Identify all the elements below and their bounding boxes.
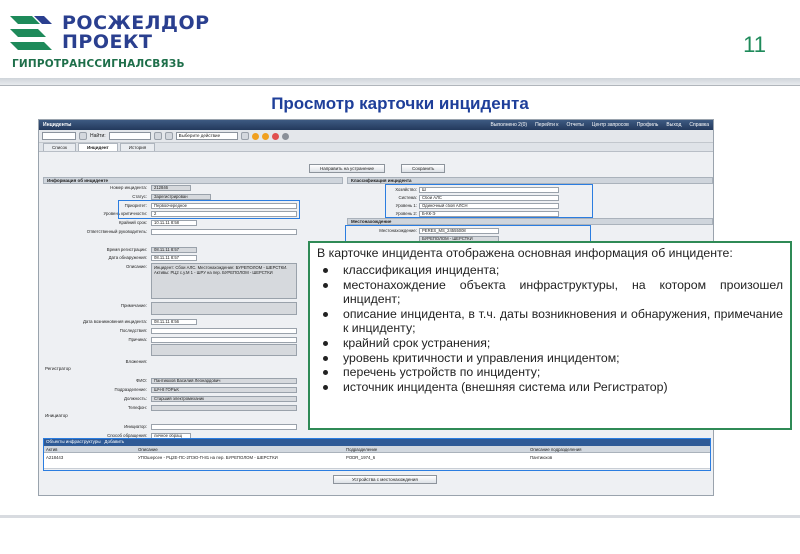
action-select[interactable]: Выберите действие	[176, 132, 238, 140]
next-icon[interactable]	[262, 133, 269, 140]
status-label: Статус:	[132, 194, 147, 199]
economy-label: Хозяйство:	[395, 187, 417, 192]
description-label: Описание:	[126, 264, 147, 269]
save-button[interactable]: Сохранить	[401, 164, 445, 173]
action-buttons	[309, 164, 445, 173]
list-item-text: описание инцидента, в т.ч. даты возникновения и обнаружения, примечание к инциденту;	[343, 306, 783, 336]
location-header: Местонахождение	[347, 218, 713, 225]
top-link-done[interactable]: Выполнено 2(0)	[490, 122, 528, 128]
reg-time-label: Время регистрации:	[106, 247, 147, 252]
registrar-section-label: Регистратор	[45, 366, 71, 371]
list-item-text: крайний срок устранения;	[343, 335, 491, 350]
highlight-classification	[385, 184, 593, 218]
bullet-icon	[323, 312, 328, 317]
list-item-text: перечень устройств по инциденту;	[343, 365, 541, 380]
bullet-icon	[323, 341, 328, 346]
list-item	[317, 336, 783, 351]
note-label: Примечание:	[120, 303, 147, 308]
header-divider-line	[0, 85, 800, 86]
criticality-select[interactable]: 2	[151, 211, 297, 217]
method-select[interactable]: личное обращ	[151, 433, 191, 439]
print-icon[interactable]	[165, 132, 173, 140]
logo-line-1: РОСЖЕЛДОР	[62, 12, 210, 34]
method-label: Способ обращения:	[107, 433, 147, 438]
description-field[interactable]: Инцидент: Сбои АЛС. Местонахождение: БУРЕПОЛОМ - ШЕРСТКИ. Активы: РЦ2 с.у.М 1 - ШРУ на пер. БУРЕПОЛОМ - ШЕРСТКИ	[151, 263, 297, 299]
location-code-field[interactable]: PERES_MS_24555008	[419, 228, 499, 234]
search-icon[interactable]	[154, 132, 162, 140]
bullet-icon	[323, 268, 328, 273]
tab-incident[interactable]: Инцидент	[78, 143, 118, 151]
classification-header: Классификация инцидента	[347, 177, 713, 184]
app-window-title: Инциденты	[43, 122, 72, 128]
cause-field[interactable]	[151, 337, 297, 343]
level2-label: Уровень 2:	[395, 211, 417, 216]
registrar-name-label: ФИО:	[136, 378, 147, 383]
logo-name	[62, 14, 210, 52]
level2-select[interactable]: Б-КК-Э	[419, 211, 559, 217]
cause-area[interactable]	[151, 344, 297, 356]
filter-icon[interactable]	[282, 133, 289, 140]
footer-divider	[0, 515, 800, 518]
logo-arrows-icon	[10, 12, 54, 54]
assets-grid-title: Объекты инфраструктуры	[46, 439, 101, 444]
top-link-reports[interactable]: Отчеты	[566, 122, 584, 128]
bullet-icon	[323, 370, 328, 375]
highlight-assets	[43, 438, 711, 471]
registrar-division-label: Подразделение:	[114, 387, 147, 392]
initiator-section-label: Инициатор	[45, 413, 68, 418]
number-field: 212846	[151, 185, 191, 191]
callout-intro: В карточке инцидента отображена основная информация об инциденте:	[317, 246, 733, 260]
bullet-icon	[323, 356, 328, 361]
occur-date-field[interactable]: 08.11.11 8:56	[151, 319, 197, 325]
attachments-label: Вложения:	[125, 359, 147, 364]
status-field: Зарегистрирован	[151, 194, 211, 200]
description-cell: УПОшерсен - РЦ2Е-ПС-2ПЭО-П-81 на пер. БУРЕПОЛОМ - ШЕРСТКИ	[138, 455, 278, 460]
list-item-text: местонахождение объекта инфраструктуры, на котором произошел инцидент;	[343, 277, 783, 307]
app-toolbar	[39, 130, 713, 143]
registrar-phone-field	[151, 405, 297, 411]
priority-label: Приоритет:	[124, 203, 147, 208]
nav-icon[interactable]	[79, 132, 87, 140]
reg-time-field: 08.11.11 8:57	[151, 247, 197, 253]
list-item-text: источник инцидента (внешняя система или Регистратор)	[343, 379, 668, 394]
app-titlebar	[39, 120, 713, 130]
consequences-label: Последствия:	[119, 328, 147, 333]
go-icon[interactable]	[241, 132, 249, 140]
prev-icon[interactable]	[252, 133, 259, 140]
logo-line-2: ПРОЕКТ	[62, 31, 153, 53]
division-desc-cell: Пантиюхов	[530, 455, 553, 460]
top-link-logout[interactable]: Выход	[666, 122, 682, 128]
list-item	[317, 278, 783, 307]
slide-number: 11	[743, 32, 766, 57]
bullet-icon	[323, 385, 328, 390]
top-link-profile[interactable]: Профиль	[636, 122, 659, 128]
col-division[interactable]: Подразделение	[346, 447, 378, 452]
list-item	[317, 263, 783, 278]
responsible-label: Ответственный руководитель:	[86, 229, 147, 234]
send-to-fix-button[interactable]: Направить на устранение	[309, 164, 385, 173]
asset-cell: A218443	[46, 455, 64, 460]
registrar-division-field: ШЧ-8 ГОРЬК	[151, 387, 297, 393]
system-label: Система:	[398, 195, 417, 200]
find-label: Найти:	[90, 133, 106, 139]
registrar-position-label: Должность:	[124, 396, 147, 401]
list-item	[317, 365, 783, 380]
tab-history[interactable]: История	[120, 143, 155, 151]
economy-select[interactable]: Ш	[419, 187, 559, 193]
location-name-field: БУРЕПОЛОМ - ШЕРСТКИ	[419, 236, 499, 242]
incident-info-header: Информация об инциденте	[43, 177, 343, 184]
tab-list[interactable]: Список	[43, 143, 76, 151]
highlight-priority	[118, 200, 300, 219]
record-select[interactable]	[42, 132, 76, 140]
assets-add-button[interactable]: Добавить	[104, 439, 125, 444]
level1-label: Уровень 1:	[395, 203, 417, 208]
header-divider	[0, 78, 800, 85]
criticality-label: Уровень критичности:	[103, 211, 147, 216]
top-link-requests[interactable]: Центр запросов	[591, 122, 629, 128]
level1-select[interactable]: Одиночный сбой АЛСН	[419, 203, 559, 209]
deadline-label: Крайний срок:	[118, 220, 147, 225]
logo-subtitle: ГИПРОТРАНССИГНАЛСВЯЗЬ	[12, 58, 185, 70]
initiator-label: Инициатор:	[124, 424, 147, 429]
priority-select[interactable]: Первоочередное	[151, 203, 297, 209]
initiator-field[interactable]	[151, 424, 297, 430]
registrar-name-field: Пантиюхов Василий Леонардович	[151, 378, 297, 384]
app-tabs	[39, 143, 713, 152]
list-item	[317, 307, 783, 336]
system-select[interactable]: Сбои АЛС	[419, 195, 559, 201]
location-label: Местонахождение:	[379, 228, 417, 233]
top-link-goto[interactable]: Перейти к	[535, 122, 559, 128]
bullet-icon	[323, 283, 328, 288]
deadline-field[interactable]: 10.11.11 8:58	[151, 220, 197, 226]
col-description[interactable]: Описание	[138, 447, 158, 452]
list-item-text: уровень критичности и управления инцидентом;	[343, 350, 620, 365]
info-callout	[308, 241, 792, 430]
note-field[interactable]	[151, 302, 297, 315]
list-item-text: классификация инцидента;	[343, 263, 500, 277]
delete-icon[interactable]	[272, 133, 279, 140]
col-division-desc[interactable]: Описание подразделения	[530, 447, 582, 452]
cause-label: Причина:	[128, 337, 147, 342]
detect-date-label: Дата обнаружения:	[108, 255, 147, 260]
division-cell: PODR_1974_6	[346, 455, 376, 460]
registrar-phone-label: Телефон:	[127, 405, 147, 410]
callout-list	[317, 263, 783, 394]
find-input[interactable]	[109, 132, 151, 140]
occur-date-label: Дата возникновения инцидента:	[83, 319, 147, 324]
list-item	[317, 351, 783, 366]
col-asset[interactable]: Актив	[46, 447, 58, 452]
company-logo	[10, 10, 250, 70]
consequences-field[interactable]	[151, 328, 297, 334]
responsible-field[interactable]	[151, 229, 297, 235]
list-item	[317, 380, 783, 395]
detect-date-field[interactable]: 08.11.11 8:57	[151, 255, 197, 261]
top-link-help[interactable]: Справка	[689, 122, 709, 128]
number-label: Номер инцидента:	[110, 185, 147, 190]
devices-by-location-button[interactable]: Устройства с местонахождения	[333, 475, 437, 484]
registrar-position-field: Старший электромеханик	[151, 396, 297, 402]
slide-title: Просмотр карточки инцидента	[271, 94, 529, 113]
